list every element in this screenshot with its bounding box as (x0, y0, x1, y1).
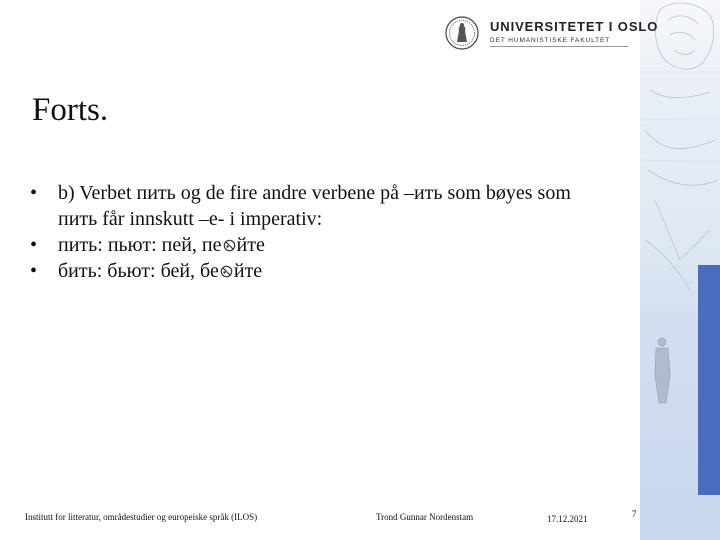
slide-title: Forts. (32, 92, 109, 128)
university-logo[interactable] (445, 16, 659, 54)
footer-author: Trond Gunnar Nordenstam (376, 512, 474, 522)
bullet-text-after: йте (233, 260, 263, 282)
bullet-text-after: йте (236, 234, 265, 256)
bullet-list (30, 180, 610, 284)
footer-date: 17.12.2021 (547, 514, 588, 524)
accent-block (698, 265, 720, 495)
university-seal-icon (445, 16, 479, 50)
bullet-item (30, 232, 610, 258)
bullet-text: b) Verbet пить og de fire andre verbene på –ить som bøyes som пить får innskutt –е- i imperativ: (58, 182, 571, 230)
university-name: UNIVERSITETET I OSLO (490, 19, 659, 34)
bullet-text-before: пить: пьют: пей, пе (58, 234, 222, 256)
logo-divider (490, 46, 628, 47)
footer-institute: Institutt for litteratur, områdestudier og europeiske språk (ILOS) (25, 512, 258, 522)
bullet-marker: • (30, 182, 38, 204)
bullet-item (30, 258, 610, 284)
stress-mark-icon (220, 265, 233, 278)
standing-figure-graphic (650, 335, 674, 405)
page-number: 7 (632, 509, 637, 519)
faculty-name: DET HUMANISTISKE FAKULTET (490, 37, 611, 44)
decorative-side-band (640, 0, 720, 540)
bullet-marker: • (30, 234, 38, 256)
stress-mark-icon (223, 239, 236, 252)
bullet-item (30, 180, 610, 232)
bullet-text-before: бить: бьют: бей, бе (58, 260, 219, 282)
bullet-marker: • (30, 260, 38, 282)
